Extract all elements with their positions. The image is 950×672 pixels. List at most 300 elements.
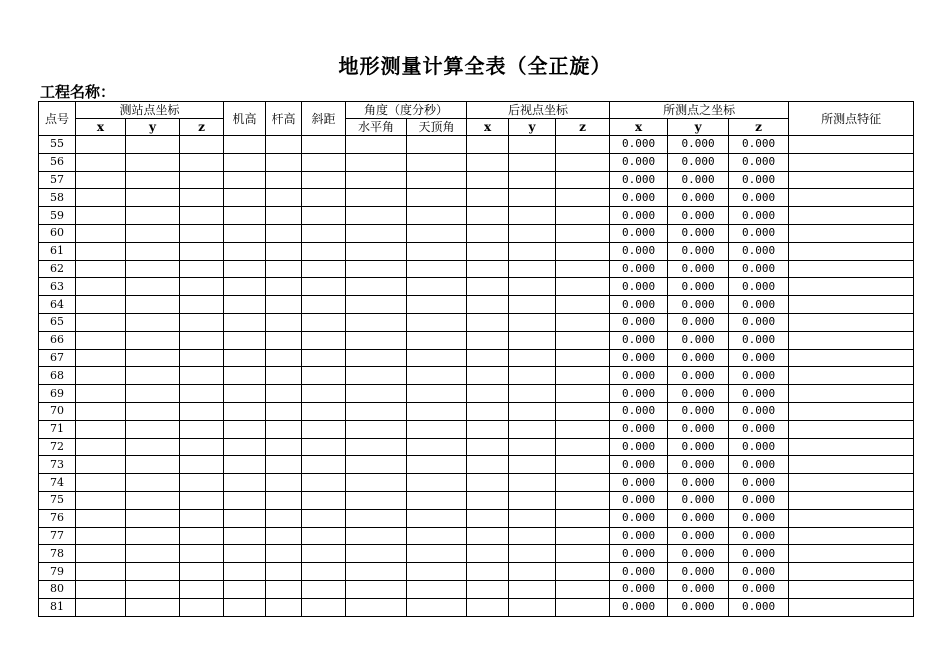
rod-height-cell[interactable]	[266, 402, 302, 420]
instrument-height-cell[interactable]	[224, 474, 266, 492]
backsight-y-cell[interactable]	[509, 598, 556, 616]
instrument-height-cell[interactable]	[224, 242, 266, 260]
station-z-cell[interactable]	[180, 474, 224, 492]
station-z-cell[interactable]	[180, 136, 224, 154]
zenith-angle-cell[interactable]	[407, 207, 467, 225]
station-x-cell[interactable]	[76, 563, 126, 581]
station-z-cell[interactable]	[180, 296, 224, 314]
rod-height-cell[interactable]	[266, 580, 302, 598]
slope-distance-cell[interactable]	[302, 545, 346, 563]
backsight-z-cell[interactable]	[556, 474, 610, 492]
feature-cell[interactable]	[789, 474, 914, 492]
station-z-cell[interactable]	[180, 313, 224, 331]
backsight-x-cell[interactable]	[467, 580, 509, 598]
slope-distance-cell[interactable]	[302, 491, 346, 509]
zenith-angle-cell[interactable]	[407, 402, 467, 420]
backsight-y-cell[interactable]	[509, 171, 556, 189]
feature-cell[interactable]	[789, 331, 914, 349]
station-y-cell[interactable]	[126, 563, 180, 581]
station-y-cell[interactable]	[126, 385, 180, 403]
zenith-angle-cell[interactable]	[407, 242, 467, 260]
zenith-angle-cell[interactable]	[407, 509, 467, 527]
horizontal-angle-cell[interactable]	[346, 545, 407, 563]
station-x-cell[interactable]	[76, 331, 126, 349]
rod-height-cell[interactable]	[266, 527, 302, 545]
instrument-height-cell[interactable]	[224, 260, 266, 278]
backsight-x-cell[interactable]	[467, 242, 509, 260]
backsight-y-cell[interactable]	[509, 242, 556, 260]
horizontal-angle-cell[interactable]	[346, 313, 407, 331]
station-z-cell[interactable]	[180, 189, 224, 207]
feature-cell[interactable]	[789, 260, 914, 278]
instrument-height-cell[interactable]	[224, 313, 266, 331]
station-z-cell[interactable]	[180, 527, 224, 545]
zenith-angle-cell[interactable]	[407, 385, 467, 403]
slope-distance-cell[interactable]	[302, 563, 346, 581]
backsight-x-cell[interactable]	[467, 438, 509, 456]
rod-height-cell[interactable]	[266, 474, 302, 492]
station-y-cell[interactable]	[126, 420, 180, 438]
horizontal-angle-cell[interactable]	[346, 420, 407, 438]
station-y-cell[interactable]	[126, 367, 180, 385]
station-y-cell[interactable]	[126, 136, 180, 154]
station-x-cell[interactable]	[76, 438, 126, 456]
backsight-x-cell[interactable]	[467, 509, 509, 527]
station-y-cell[interactable]	[126, 224, 180, 242]
backsight-x-cell[interactable]	[467, 189, 509, 207]
backsight-z-cell[interactable]	[556, 136, 610, 154]
feature-cell[interactable]	[789, 527, 914, 545]
instrument-height-cell[interactable]	[224, 420, 266, 438]
backsight-z-cell[interactable]	[556, 509, 610, 527]
horizontal-angle-cell[interactable]	[346, 242, 407, 260]
slope-distance-cell[interactable]	[302, 260, 346, 278]
feature-cell[interactable]	[789, 563, 914, 581]
backsight-y-cell[interactable]	[509, 331, 556, 349]
zenith-angle-cell[interactable]	[407, 563, 467, 581]
station-y-cell[interactable]	[126, 153, 180, 171]
station-x-cell[interactable]	[76, 598, 126, 616]
slope-distance-cell[interactable]	[302, 349, 346, 367]
feature-cell[interactable]	[789, 385, 914, 403]
feature-cell[interactable]	[789, 402, 914, 420]
horizontal-angle-cell[interactable]	[346, 598, 407, 616]
slope-distance-cell[interactable]	[302, 224, 346, 242]
feature-cell[interactable]	[789, 438, 914, 456]
station-y-cell[interactable]	[126, 456, 180, 474]
backsight-z-cell[interactable]	[556, 242, 610, 260]
backsight-y-cell[interactable]	[509, 349, 556, 367]
backsight-x-cell[interactable]	[467, 207, 509, 225]
station-y-cell[interactable]	[126, 242, 180, 260]
backsight-y-cell[interactable]	[509, 153, 556, 171]
backsight-y-cell[interactable]	[509, 367, 556, 385]
rod-height-cell[interactable]	[266, 491, 302, 509]
backsight-x-cell[interactable]	[467, 260, 509, 278]
station-z-cell[interactable]	[180, 278, 224, 296]
backsight-z-cell[interactable]	[556, 420, 610, 438]
rod-height-cell[interactable]	[266, 296, 302, 314]
backsight-z-cell[interactable]	[556, 189, 610, 207]
station-z-cell[interactable]	[180, 598, 224, 616]
backsight-z-cell[interactable]	[556, 563, 610, 581]
station-y-cell[interactable]	[126, 278, 180, 296]
slope-distance-cell[interactable]	[302, 438, 346, 456]
station-y-cell[interactable]	[126, 313, 180, 331]
backsight-x-cell[interactable]	[467, 224, 509, 242]
station-z-cell[interactable]	[180, 367, 224, 385]
feature-cell[interactable]	[789, 545, 914, 563]
backsight-z-cell[interactable]	[556, 296, 610, 314]
slope-distance-cell[interactable]	[302, 242, 346, 260]
station-x-cell[interactable]	[76, 491, 126, 509]
instrument-height-cell[interactable]	[224, 278, 266, 296]
station-x-cell[interactable]	[76, 385, 126, 403]
station-y-cell[interactable]	[126, 509, 180, 527]
station-y-cell[interactable]	[126, 491, 180, 509]
station-y-cell[interactable]	[126, 171, 180, 189]
station-x-cell[interactable]	[76, 136, 126, 154]
slope-distance-cell[interactable]	[302, 580, 346, 598]
horizontal-angle-cell[interactable]	[346, 296, 407, 314]
rod-height-cell[interactable]	[266, 420, 302, 438]
zenith-angle-cell[interactable]	[407, 260, 467, 278]
instrument-height-cell[interactable]	[224, 491, 266, 509]
zenith-angle-cell[interactable]	[407, 598, 467, 616]
horizontal-angle-cell[interactable]	[346, 456, 407, 474]
station-x-cell[interactable]	[76, 509, 126, 527]
station-x-cell[interactable]	[76, 153, 126, 171]
horizontal-angle-cell[interactable]	[346, 474, 407, 492]
slope-distance-cell[interactable]	[302, 296, 346, 314]
station-x-cell[interactable]	[76, 527, 126, 545]
horizontal-angle-cell[interactable]	[346, 260, 407, 278]
backsight-z-cell[interactable]	[556, 402, 610, 420]
zenith-angle-cell[interactable]	[407, 153, 467, 171]
horizontal-angle-cell[interactable]	[346, 563, 407, 581]
station-y-cell[interactable]	[126, 474, 180, 492]
zenith-angle-cell[interactable]	[407, 545, 467, 563]
station-x-cell[interactable]	[76, 420, 126, 438]
backsight-x-cell[interactable]	[467, 563, 509, 581]
backsight-x-cell[interactable]	[467, 349, 509, 367]
horizontal-angle-cell[interactable]	[346, 171, 407, 189]
station-y-cell[interactable]	[126, 438, 180, 456]
station-x-cell[interactable]	[76, 260, 126, 278]
slope-distance-cell[interactable]	[302, 402, 346, 420]
horizontal-angle-cell[interactable]	[346, 331, 407, 349]
station-x-cell[interactable]	[76, 278, 126, 296]
rod-height-cell[interactable]	[266, 509, 302, 527]
rod-height-cell[interactable]	[266, 242, 302, 260]
backsight-x-cell[interactable]	[467, 171, 509, 189]
rod-height-cell[interactable]	[266, 171, 302, 189]
backsight-x-cell[interactable]	[467, 491, 509, 509]
horizontal-angle-cell[interactable]	[346, 136, 407, 154]
rod-height-cell[interactable]	[266, 456, 302, 474]
instrument-height-cell[interactable]	[224, 171, 266, 189]
instrument-height-cell[interactable]	[224, 385, 266, 403]
horizontal-angle-cell[interactable]	[346, 153, 407, 171]
station-x-cell[interactable]	[76, 580, 126, 598]
instrument-height-cell[interactable]	[224, 296, 266, 314]
station-z-cell[interactable]	[180, 563, 224, 581]
backsight-y-cell[interactable]	[509, 224, 556, 242]
slope-distance-cell[interactable]	[302, 171, 346, 189]
horizontal-angle-cell[interactable]	[346, 367, 407, 385]
slope-distance-cell[interactable]	[302, 527, 346, 545]
instrument-height-cell[interactable]	[224, 153, 266, 171]
backsight-z-cell[interactable]	[556, 171, 610, 189]
backsight-z-cell[interactable]	[556, 367, 610, 385]
feature-cell[interactable]	[789, 313, 914, 331]
zenith-angle-cell[interactable]	[407, 313, 467, 331]
backsight-x-cell[interactable]	[467, 296, 509, 314]
backsight-z-cell[interactable]	[556, 153, 610, 171]
rod-height-cell[interactable]	[266, 385, 302, 403]
station-y-cell[interactable]	[126, 189, 180, 207]
zenith-angle-cell[interactable]	[407, 474, 467, 492]
slope-distance-cell[interactable]	[302, 189, 346, 207]
horizontal-angle-cell[interactable]	[346, 278, 407, 296]
horizontal-angle-cell[interactable]	[346, 349, 407, 367]
backsight-z-cell[interactable]	[556, 580, 610, 598]
horizontal-angle-cell[interactable]	[346, 438, 407, 456]
station-z-cell[interactable]	[180, 509, 224, 527]
station-z-cell[interactable]	[180, 260, 224, 278]
zenith-angle-cell[interactable]	[407, 438, 467, 456]
instrument-height-cell[interactable]	[224, 207, 266, 225]
backsight-y-cell[interactable]	[509, 207, 556, 225]
backsight-y-cell[interactable]	[509, 438, 556, 456]
horizontal-angle-cell[interactable]	[346, 491, 407, 509]
feature-cell[interactable]	[789, 278, 914, 296]
backsight-y-cell[interactable]	[509, 580, 556, 598]
horizontal-angle-cell[interactable]	[346, 527, 407, 545]
feature-cell[interactable]	[789, 367, 914, 385]
feature-cell[interactable]	[789, 420, 914, 438]
station-z-cell[interactable]	[180, 171, 224, 189]
rod-height-cell[interactable]	[266, 563, 302, 581]
backsight-z-cell[interactable]	[556, 491, 610, 509]
station-y-cell[interactable]	[126, 527, 180, 545]
rod-height-cell[interactable]	[266, 189, 302, 207]
zenith-angle-cell[interactable]	[407, 420, 467, 438]
backsight-y-cell[interactable]	[509, 509, 556, 527]
horizontal-angle-cell[interactable]	[346, 207, 407, 225]
feature-cell[interactable]	[789, 171, 914, 189]
zenith-angle-cell[interactable]	[407, 580, 467, 598]
backsight-y-cell[interactable]	[509, 545, 556, 563]
rod-height-cell[interactable]	[266, 545, 302, 563]
backsight-x-cell[interactable]	[467, 278, 509, 296]
instrument-height-cell[interactable]	[224, 189, 266, 207]
backsight-y-cell[interactable]	[509, 136, 556, 154]
feature-cell[interactable]	[789, 456, 914, 474]
rod-height-cell[interactable]	[266, 224, 302, 242]
feature-cell[interactable]	[789, 136, 914, 154]
slope-distance-cell[interactable]	[302, 313, 346, 331]
instrument-height-cell[interactable]	[224, 509, 266, 527]
rod-height-cell[interactable]	[266, 313, 302, 331]
instrument-height-cell[interactable]	[224, 580, 266, 598]
station-z-cell[interactable]	[180, 580, 224, 598]
instrument-height-cell[interactable]	[224, 456, 266, 474]
backsight-y-cell[interactable]	[509, 491, 556, 509]
station-y-cell[interactable]	[126, 207, 180, 225]
zenith-angle-cell[interactable]	[407, 456, 467, 474]
station-x-cell[interactable]	[76, 189, 126, 207]
station-y-cell[interactable]	[126, 349, 180, 367]
station-x-cell[interactable]	[76, 207, 126, 225]
station-z-cell[interactable]	[180, 491, 224, 509]
horizontal-angle-cell[interactable]	[346, 224, 407, 242]
slope-distance-cell[interactable]	[302, 598, 346, 616]
instrument-height-cell[interactable]	[224, 563, 266, 581]
station-x-cell[interactable]	[76, 296, 126, 314]
slope-distance-cell[interactable]	[302, 136, 346, 154]
slope-distance-cell[interactable]	[302, 509, 346, 527]
backsight-y-cell[interactable]	[509, 296, 556, 314]
backsight-x-cell[interactable]	[467, 545, 509, 563]
slope-distance-cell[interactable]	[302, 153, 346, 171]
slope-distance-cell[interactable]	[302, 207, 346, 225]
rod-height-cell[interactable]	[266, 331, 302, 349]
station-x-cell[interactable]	[76, 456, 126, 474]
station-x-cell[interactable]	[76, 474, 126, 492]
feature-cell[interactable]	[789, 349, 914, 367]
backsight-z-cell[interactable]	[556, 598, 610, 616]
zenith-angle-cell[interactable]	[407, 349, 467, 367]
zenith-angle-cell[interactable]	[407, 527, 467, 545]
backsight-x-cell[interactable]	[467, 420, 509, 438]
horizontal-angle-cell[interactable]	[346, 580, 407, 598]
zenith-angle-cell[interactable]	[407, 296, 467, 314]
station-z-cell[interactable]	[180, 438, 224, 456]
backsight-x-cell[interactable]	[467, 313, 509, 331]
station-x-cell[interactable]	[76, 402, 126, 420]
backsight-y-cell[interactable]	[509, 189, 556, 207]
station-x-cell[interactable]	[76, 242, 126, 260]
backsight-z-cell[interactable]	[556, 349, 610, 367]
instrument-height-cell[interactable]	[224, 438, 266, 456]
zenith-angle-cell[interactable]	[407, 189, 467, 207]
backsight-z-cell[interactable]	[556, 331, 610, 349]
station-z-cell[interactable]	[180, 349, 224, 367]
zenith-angle-cell[interactable]	[407, 367, 467, 385]
station-z-cell[interactable]	[180, 545, 224, 563]
backsight-x-cell[interactable]	[467, 331, 509, 349]
instrument-height-cell[interactable]	[224, 402, 266, 420]
backsight-y-cell[interactable]	[509, 402, 556, 420]
backsight-x-cell[interactable]	[467, 153, 509, 171]
station-z-cell[interactable]	[180, 331, 224, 349]
backsight-x-cell[interactable]	[467, 385, 509, 403]
slope-distance-cell[interactable]	[302, 331, 346, 349]
horizontal-angle-cell[interactable]	[346, 385, 407, 403]
slope-distance-cell[interactable]	[302, 474, 346, 492]
feature-cell[interactable]	[789, 296, 914, 314]
station-y-cell[interactable]	[126, 260, 180, 278]
backsight-z-cell[interactable]	[556, 278, 610, 296]
instrument-height-cell[interactable]	[224, 331, 266, 349]
station-y-cell[interactable]	[126, 331, 180, 349]
backsight-y-cell[interactable]	[509, 456, 556, 474]
feature-cell[interactable]	[789, 598, 914, 616]
horizontal-angle-cell[interactable]	[346, 189, 407, 207]
backsight-z-cell[interactable]	[556, 438, 610, 456]
feature-cell[interactable]	[789, 224, 914, 242]
rod-height-cell[interactable]	[266, 349, 302, 367]
zenith-angle-cell[interactable]	[407, 136, 467, 154]
backsight-z-cell[interactable]	[556, 527, 610, 545]
station-y-cell[interactable]	[126, 598, 180, 616]
instrument-height-cell[interactable]	[224, 598, 266, 616]
zenith-angle-cell[interactable]	[407, 171, 467, 189]
zenith-angle-cell[interactable]	[407, 224, 467, 242]
backsight-y-cell[interactable]	[509, 313, 556, 331]
station-z-cell[interactable]	[180, 385, 224, 403]
rod-height-cell[interactable]	[266, 278, 302, 296]
zenith-angle-cell[interactable]	[407, 491, 467, 509]
slope-distance-cell[interactable]	[302, 420, 346, 438]
station-z-cell[interactable]	[180, 153, 224, 171]
feature-cell[interactable]	[789, 153, 914, 171]
rod-height-cell[interactable]	[266, 438, 302, 456]
backsight-z-cell[interactable]	[556, 545, 610, 563]
backsight-y-cell[interactable]	[509, 260, 556, 278]
rod-height-cell[interactable]	[266, 260, 302, 278]
station-z-cell[interactable]	[180, 207, 224, 225]
backsight-z-cell[interactable]	[556, 456, 610, 474]
backsight-z-cell[interactable]	[556, 313, 610, 331]
feature-cell[interactable]	[789, 207, 914, 225]
backsight-z-cell[interactable]	[556, 385, 610, 403]
rod-height-cell[interactable]	[266, 207, 302, 225]
instrument-height-cell[interactable]	[224, 349, 266, 367]
backsight-x-cell[interactable]	[467, 527, 509, 545]
backsight-z-cell[interactable]	[556, 207, 610, 225]
backsight-x-cell[interactable]	[467, 598, 509, 616]
horizontal-angle-cell[interactable]	[346, 509, 407, 527]
backsight-z-cell[interactable]	[556, 224, 610, 242]
backsight-y-cell[interactable]	[509, 420, 556, 438]
rod-height-cell[interactable]	[266, 367, 302, 385]
slope-distance-cell[interactable]	[302, 456, 346, 474]
backsight-y-cell[interactable]	[509, 474, 556, 492]
station-x-cell[interactable]	[76, 171, 126, 189]
backsight-y-cell[interactable]	[509, 385, 556, 403]
backsight-z-cell[interactable]	[556, 260, 610, 278]
instrument-height-cell[interactable]	[224, 527, 266, 545]
slope-distance-cell[interactable]	[302, 385, 346, 403]
station-x-cell[interactable]	[76, 349, 126, 367]
station-z-cell[interactable]	[180, 420, 224, 438]
backsight-x-cell[interactable]	[467, 402, 509, 420]
zenith-angle-cell[interactable]	[407, 278, 467, 296]
backsight-y-cell[interactable]	[509, 527, 556, 545]
rod-height-cell[interactable]	[266, 598, 302, 616]
station-z-cell[interactable]	[180, 242, 224, 260]
feature-cell[interactable]	[789, 491, 914, 509]
backsight-x-cell[interactable]	[467, 456, 509, 474]
station-y-cell[interactable]	[126, 545, 180, 563]
rod-height-cell[interactable]	[266, 136, 302, 154]
horizontal-angle-cell[interactable]	[346, 402, 407, 420]
station-z-cell[interactable]	[180, 456, 224, 474]
instrument-height-cell[interactable]	[224, 136, 266, 154]
zenith-angle-cell[interactable]	[407, 331, 467, 349]
